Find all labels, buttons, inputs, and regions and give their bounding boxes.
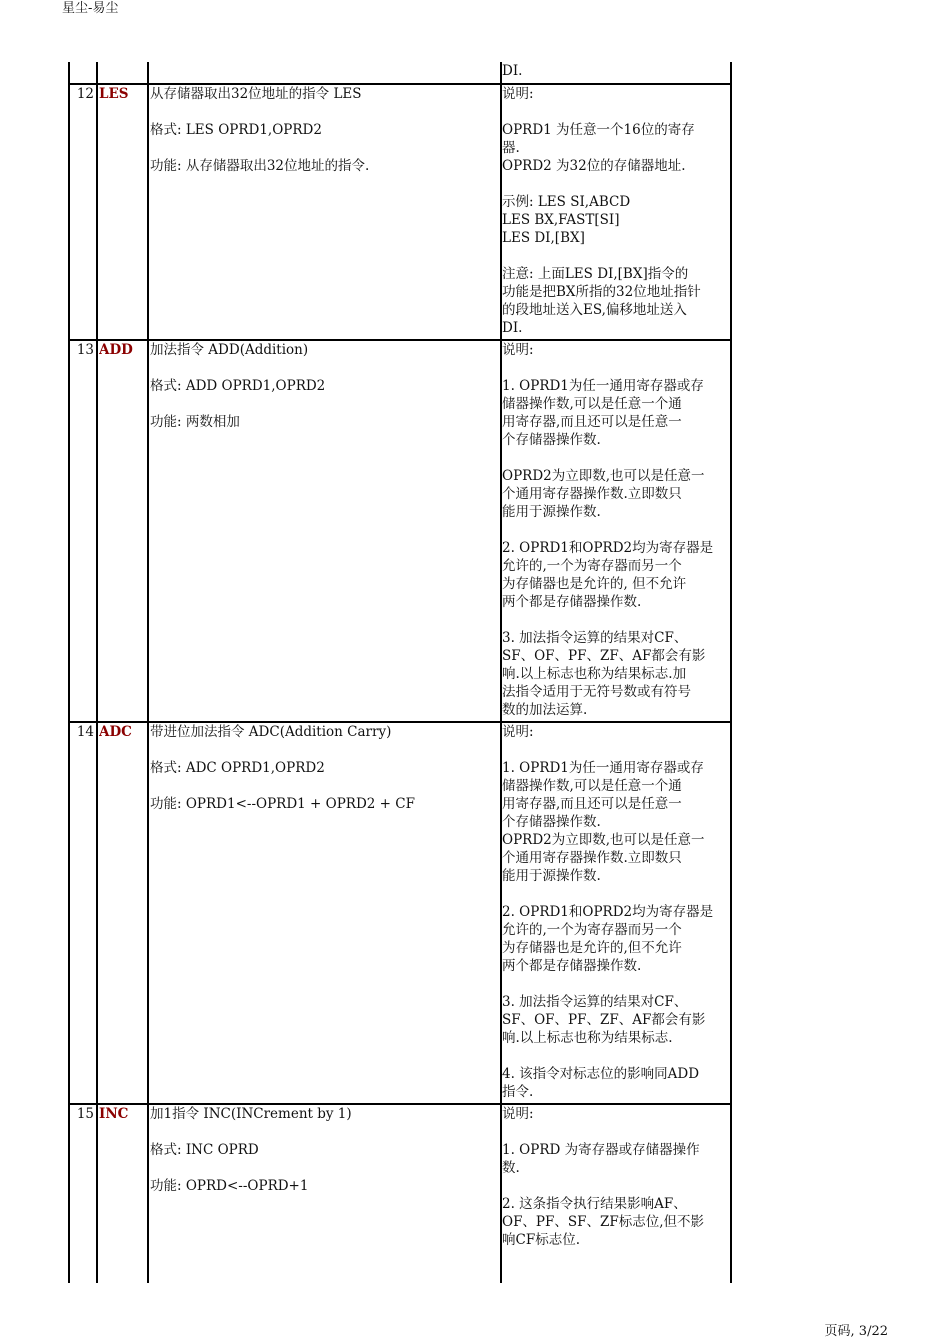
text-line: 为存储器也是允许的, 但不允许 [502,576,687,592]
text-line: 个存储器操作数. [502,432,601,448]
text-line: 说明: [502,724,534,740]
text-line: 指令. [502,1084,534,1100]
text-line: 带进位加法指令 ADC(Addition Carry) [150,724,392,740]
text-line [502,975,726,993]
instruction-notes [502,1105,726,1249]
text-line [150,777,496,795]
text-line: 1. OPRD1为任一通用寄存器或存 [502,378,704,394]
text-line: 功能: 两数相加 [150,414,240,430]
text-line: 功能: OPRD<--OPRD+1 [150,1178,309,1194]
text-line: 法指令适用于无符号数或有符号 [502,684,691,700]
text-line [502,611,726,629]
text-line: 为存储器也是允许的,但不允许 [502,940,682,956]
text-line: 两个都是存储器操作数. [502,958,642,974]
text-line: 2. OPRD1和OPRD2均为寄存器是 [502,904,714,920]
text-line: 允许的,一个为寄存器而另一个 [502,558,682,574]
text-line [502,175,726,193]
text-line: 功能是把BX所指的32位地址指针 [502,284,701,300]
text-line: 用寄存器,而且还可以是任意一 [502,414,682,430]
instruction-description [150,85,496,175]
text-line: 1. OPRD1为任一通用寄存器或存 [502,760,704,776]
text-line [502,449,726,467]
continuation-note: DI. [502,63,523,79]
text-line: OPRD2为立即数,也可以是任意一 [502,832,705,848]
text-line: 能用于源操作数. [502,504,601,520]
text-line: 个通用寄存器操作数.立即数只 [502,850,682,866]
text-line [150,1159,496,1177]
text-line: 说明: [502,86,534,102]
text-line [150,103,496,121]
text-line: 4. 该指令对标志位的影响同ADD [502,1066,700,1082]
text-line: 说明: [502,1106,534,1122]
text-line: 说明: [502,342,534,358]
text-line: OF、PF、SF、ZF标志位,但不影 [502,1214,705,1230]
text-line: 两个都是存储器操作数. [502,594,642,610]
text-line: 格式: ADC OPRD1,OPRD2 [150,760,325,776]
instruction-description [150,723,496,813]
text-line: OPRD2 为32位的存储器地址. [502,158,686,174]
instruction-code: INC [99,1106,129,1122]
column-border [147,62,149,1283]
text-line: 2. OPRD1和OPRD2均为寄存器是 [502,540,714,556]
text-line: OPRD2为立即数,也可以是任意一 [502,468,705,484]
page-footer: 页码, 3/22 [824,1324,888,1339]
text-line [150,359,496,377]
text-line [502,1177,726,1195]
text-line [502,1123,726,1141]
text-line [150,741,496,759]
instruction-notes [502,85,726,337]
text-line [150,139,496,157]
instruction-code: ADD [99,342,133,358]
text-line: 2. 这条指令执行结果影响AF、 [502,1196,687,1212]
text-line [502,1047,726,1065]
text-line: DI. [502,320,523,336]
row-number: 15 [76,1106,94,1122]
text-line: 的段地址送入ES,偏移地址送入 [502,302,687,318]
text-line: 格式: LES OPRD1,OPRD2 [150,122,322,138]
text-line: 从存储器取出32位地址的指令 LES [150,86,362,102]
column-border [96,62,98,1283]
page-header: 星尘-易尘 [62,1,119,16]
instruction-notes [502,723,726,1101]
text-line: 加法指令 ADD(Addition) [150,342,309,358]
instruction-notes [502,341,726,719]
text-line: 能用于源操作数. [502,868,601,884]
text-line [502,521,726,539]
instruction-code: ADC [99,724,132,740]
text-line [502,741,726,759]
text-line: 加1指令 INC(INCrement by 1) [150,1106,352,1122]
column-border [730,62,732,1283]
instruction-description [150,1105,496,1195]
text-line [502,103,726,121]
text-line: 个存储器操作数. [502,814,601,830]
text-line: OPRD1 为任意一个16位的寄存 [502,122,695,138]
text-line: 储器操作数,可以是任意一个通 [502,396,682,412]
text-line: 示例: LES SI,ABCD [502,194,631,210]
text-line: 个通用寄存器操作数.立即数只 [502,486,682,502]
instruction-code: LES [99,86,129,102]
text-line: LES DI,[BX] [502,230,585,246]
row-number: 12 [76,86,94,102]
text-line: 功能: OPRD1<--OPRD1 + OPRD2 + CF [150,796,415,812]
text-line: 功能: 从存储器取出32位地址的指令. [150,158,370,174]
text-line [150,395,496,413]
text-line: 1. OPRD 为寄存器或存储器操作 [502,1142,700,1158]
text-line: 用寄存器,而且还可以是任意一 [502,796,682,812]
text-line: 3. 加法指令运算的结果对CF、 [502,994,688,1010]
text-line [502,247,726,265]
text-line: 响.以上标志也称为结果标志. [502,1030,673,1046]
text-line [502,359,726,377]
text-line: LES BX,FAST[SI] [502,212,620,228]
text-line: 3. 加法指令运算的结果对CF、 [502,630,688,646]
row-number: 14 [76,724,94,740]
column-border [68,62,70,1283]
text-line: 响.以上标志也称为结果标志.加 [502,666,687,682]
text-line: 器. [502,140,520,156]
row-number: 13 [76,342,94,358]
text-line: SF、OF、PF、ZF、AF都会有影 [502,648,706,664]
text-line [502,885,726,903]
text-line: 储器操作数,可以是任意一个通 [502,778,682,794]
text-line: 数的加法运算. [502,702,588,718]
instruction-description [150,341,496,431]
text-line: 数. [502,1160,520,1176]
text-line [150,1123,496,1141]
text-line: 注意: 上面LES DI,[BX]指令的 [502,266,689,282]
text-line: SF、OF、PF、ZF、AF都会有影 [502,1012,706,1028]
text-line: 允许的,一个为寄存器而另一个 [502,922,682,938]
text-line: 格式: ADD OPRD1,OPRD2 [150,378,326,394]
text-line: 格式: INC OPRD [150,1142,259,1158]
text-line: 响CF标志位. [502,1232,580,1248]
